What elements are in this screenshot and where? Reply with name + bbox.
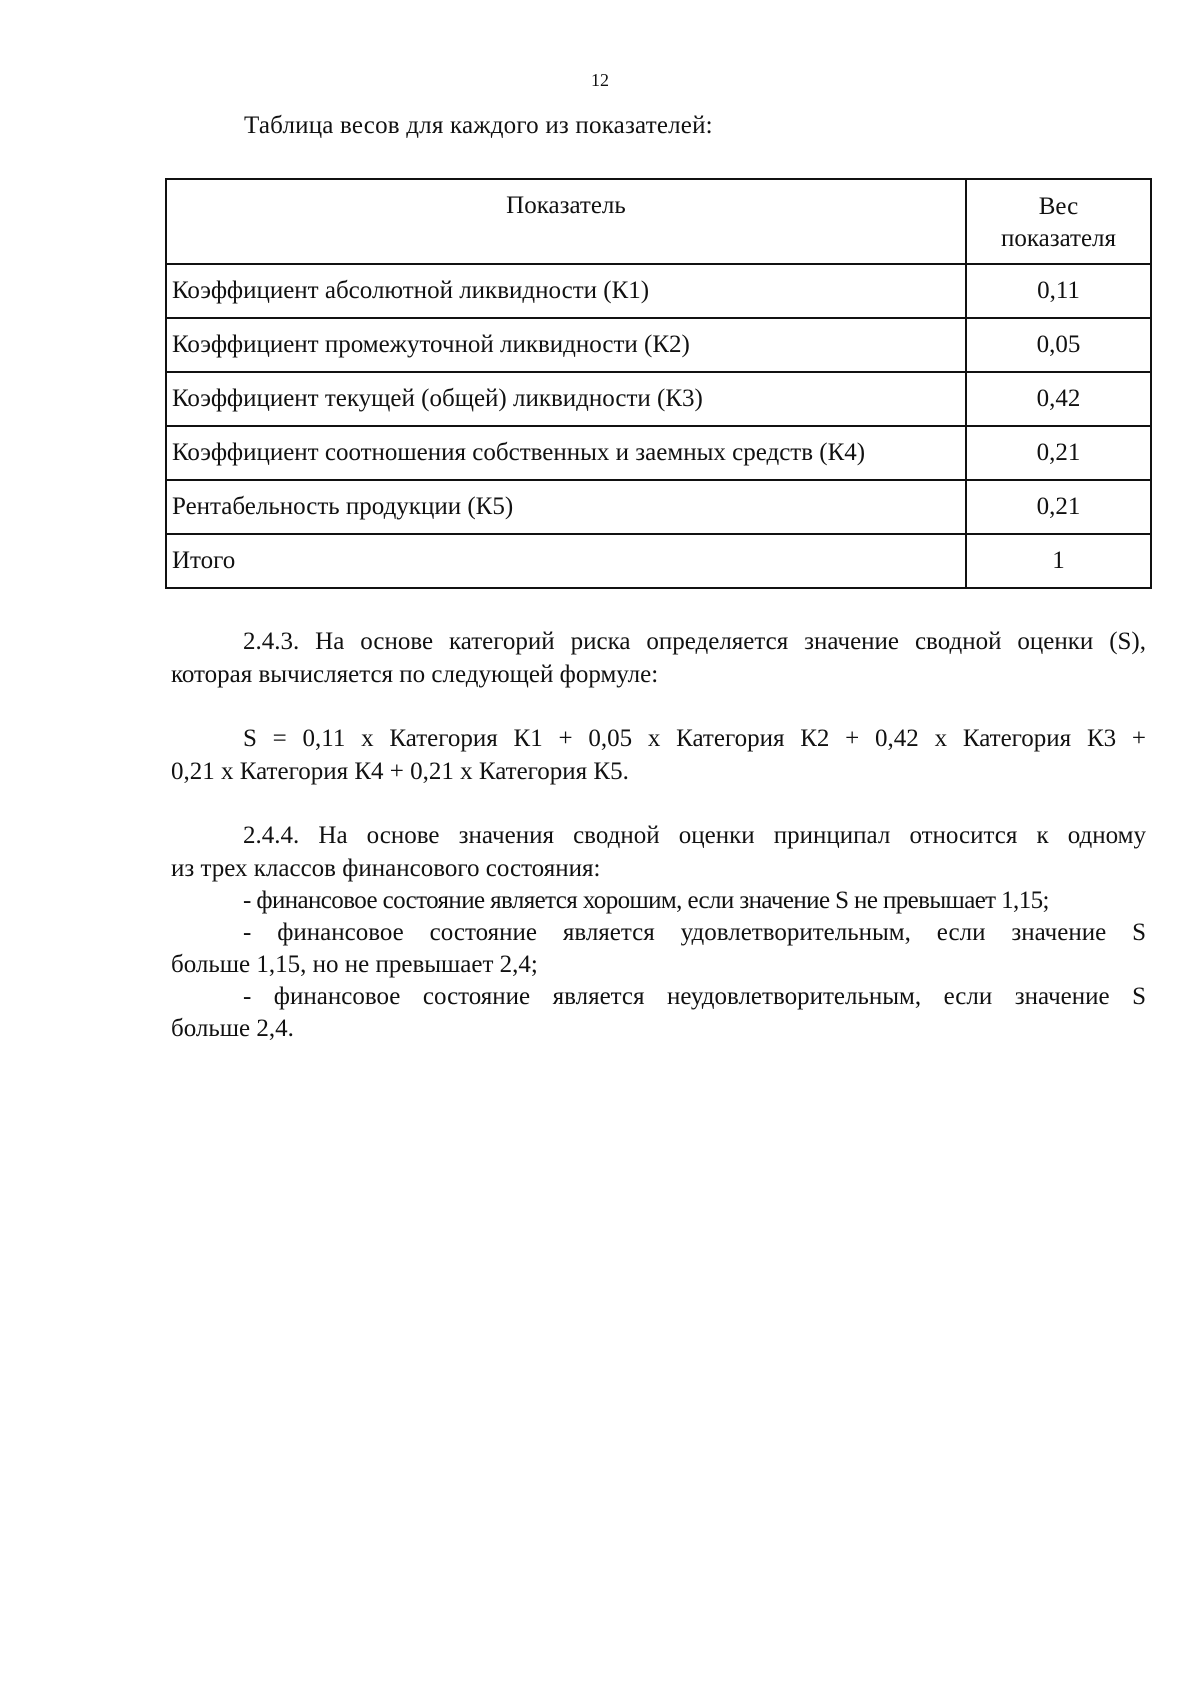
- indicator-name-cell: Рентабельность продукции (К5): [166, 480, 966, 534]
- total-label-cell: Итого: [166, 534, 966, 588]
- indicator-name-cell: Коэффициент соотношения собственных и заемных средств (К4): [166, 426, 966, 480]
- table-row: [166, 264, 1151, 318]
- indicator-name-cell: Коэффициент промежуточной ликвидности (К2): [166, 318, 966, 372]
- formula-paragraph: [171, 722, 1146, 788]
- list-item-unsatisfactory-line-1: - финансовое состояние является неудовлетворительным, если значение S: [243, 983, 1146, 1010]
- weights-table: [165, 178, 1152, 589]
- list-item-satisfactory: [171, 917, 1146, 981]
- list-item-unsatisfactory: [171, 981, 1146, 1045]
- formula-line-1: S = 0,11 х Категория К1 + 0,05 х Категория К2 + 0,42 х Категория К3 +: [243, 725, 1146, 752]
- table-total-row: [166, 534, 1151, 588]
- weight-value-cell: 0,21: [966, 426, 1151, 480]
- weight-value-cell: 0,42: [966, 372, 1151, 426]
- table-header-row: [166, 179, 1151, 264]
- table-row: [166, 318, 1151, 372]
- weight-value-cell: 0,11: [966, 264, 1151, 318]
- financial-state-list: [171, 885, 1146, 1045]
- section-2-4-4-line-1: 2.4.4. На основе значения сводной оценки принципал относится к одному: [243, 822, 1146, 849]
- column-header-weight: [966, 179, 1151, 264]
- list-item-unsatisfactory-line-2: больше 2,4.: [171, 1015, 294, 1042]
- table-row: [166, 426, 1151, 480]
- table-row: [166, 372, 1151, 426]
- column-header-indicator: Показатель: [166, 179, 966, 264]
- weight-value-cell: 0,21: [966, 480, 1151, 534]
- table-caption: Таблица весов для каждого из показателей:: [244, 112, 713, 139]
- list-item-good: - финансовое состояние является хорошим, если значение S не превышает 1,15;: [243, 887, 1049, 914]
- column-header-weight-text: Вес показателя: [1000, 192, 1117, 252]
- formula-line-2: 0,21 х Категория К4 + 0,21 х Категория К5.: [171, 758, 629, 785]
- indicator-name-cell: Коэффициент абсолютной ликвидности (К1): [166, 264, 966, 318]
- section-2-4-3-line-2: которая вычисляется по следующей формуле:: [171, 661, 659, 688]
- section-2-4-3-line-1: 2.4.3. На основе категорий риска определяется значение сводной оценки (S),: [243, 628, 1146, 655]
- list-item-satisfactory-line-2: больше 1,15, но не превышает 2,4;: [171, 951, 538, 978]
- section-2-4-4-line-2: из трех классов финансового состояния:: [171, 855, 601, 882]
- weight-value-cell: 0,05: [966, 318, 1151, 372]
- total-value-cell: 1: [966, 534, 1151, 588]
- page-number: 12: [591, 70, 609, 90]
- indicator-name-cell: Коэффициент текущей (общей) ликвидности (К3): [166, 372, 966, 426]
- section-2-4-4-paragraph: [171, 819, 1146, 885]
- section-2-4-3-paragraph: [171, 625, 1146, 691]
- list-item-satisfactory-line-1: - финансовое состояние является удовлетворительным, если значение S: [243, 919, 1146, 946]
- table-row: [166, 480, 1151, 534]
